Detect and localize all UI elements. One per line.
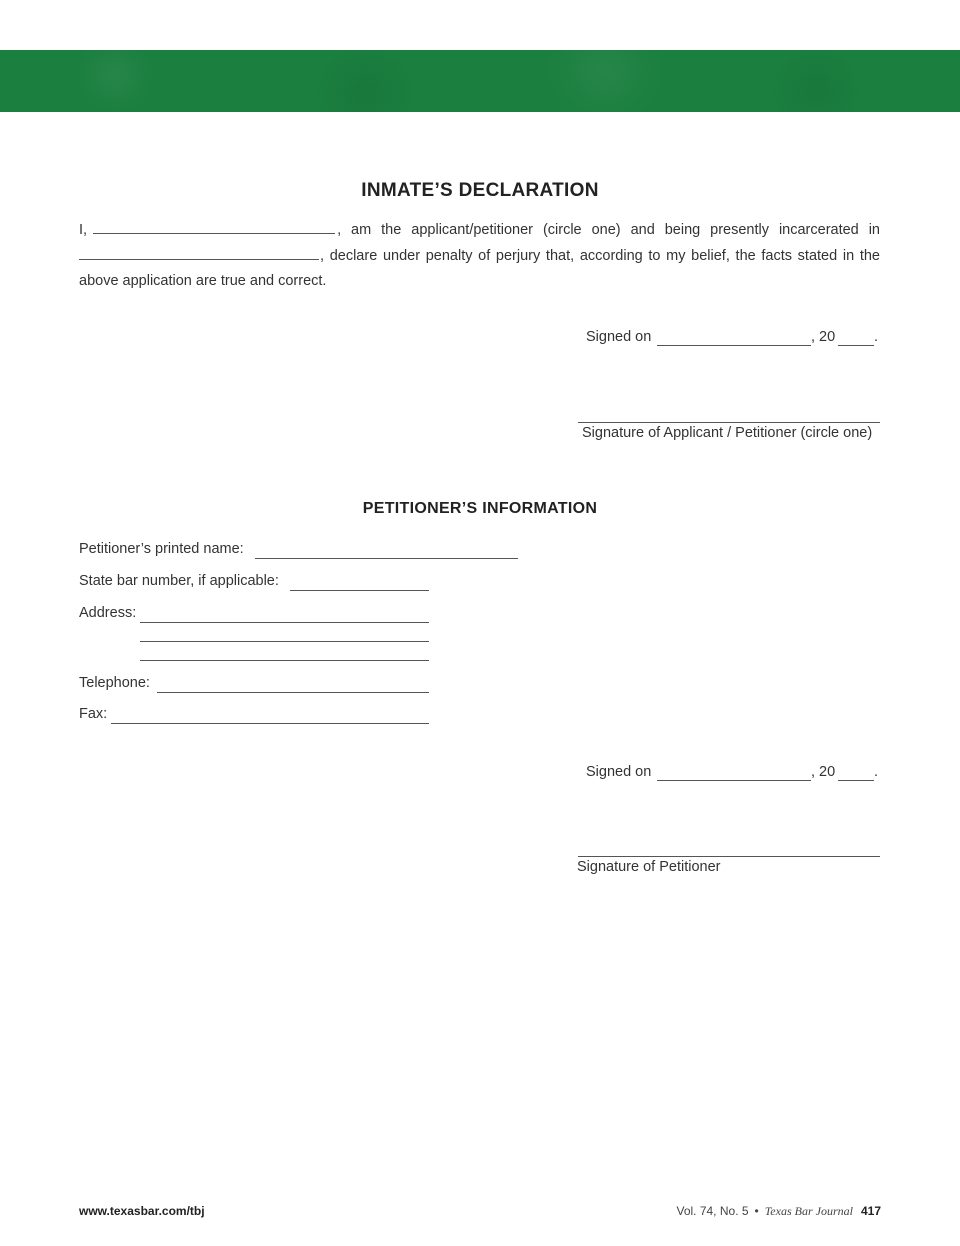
footer-bullet: • xyxy=(754,1204,759,1218)
petitioner-signature-label: Signature of Petitioner xyxy=(577,859,721,875)
bar-number-label: State bar number, if applicable: xyxy=(79,573,279,589)
petitioner-date-field[interactable] xyxy=(657,780,811,781)
petitioner-signed-on-label: Signed on xyxy=(586,764,652,780)
petitioner-signature-line[interactable] xyxy=(578,856,880,857)
declaration-year-suffix: . xyxy=(874,329,879,345)
declaration-line1-rest: , am the applicant/petitioner (circle one) and being presently incarcerated in xyxy=(337,222,880,238)
footer-volume: Vol. 74, No. 5 xyxy=(676,1204,749,1218)
footer-website: www.texasbar.com/tbj xyxy=(79,1204,205,1218)
declaration-line1-prefix: I, xyxy=(79,222,88,238)
address-field-line2[interactable] xyxy=(140,641,429,642)
petitioner-year-field[interactable] xyxy=(838,780,874,781)
declaration-signature-label: Signature of Applicant / Petitioner (circle one) xyxy=(582,425,873,441)
address-field-line1[interactable] xyxy=(140,622,429,623)
address-label: Address: xyxy=(79,605,137,621)
address-field-line3[interactable] xyxy=(140,660,429,661)
petitioner-year-prefix: , 20 xyxy=(811,764,836,780)
header-band xyxy=(0,50,960,112)
declaration-title: INMATE’S DECLARATION xyxy=(361,180,599,201)
footer-page-number: 417 xyxy=(860,1204,881,1218)
petitioner-year-suffix: . xyxy=(874,764,879,780)
declaration-line2-rest: , declare under penalty of perjury that, according to my belief, the facts stated in the above application are true and correct. xyxy=(79,247,880,289)
declaration-date-field[interactable] xyxy=(657,345,811,346)
fax-field[interactable] xyxy=(111,723,429,724)
printed-name-field[interactable] xyxy=(255,558,518,559)
footer-journal: Texas Bar Journal xyxy=(764,1204,853,1218)
declaration-signature-line[interactable] xyxy=(578,422,880,423)
footer-citation xyxy=(676,1204,881,1219)
telephone-label: Telephone: xyxy=(79,675,150,691)
inmate-name-field[interactable] xyxy=(93,218,335,234)
declaration-year-field[interactable] xyxy=(838,345,874,346)
declaration-year-prefix: , 20 xyxy=(811,329,836,345)
bar-number-field[interactable] xyxy=(290,590,429,591)
declaration-signed-on-label: Signed on xyxy=(586,329,652,345)
telephone-field[interactable] xyxy=(157,692,429,693)
petitioner-title: PETITIONER’S INFORMATION xyxy=(362,500,598,517)
fax-label: Fax: xyxy=(79,706,108,722)
declaration-paragraph xyxy=(79,218,880,295)
printed-name-label: Petitioner’s printed name: xyxy=(79,541,244,557)
institution-field[interactable] xyxy=(79,244,319,260)
